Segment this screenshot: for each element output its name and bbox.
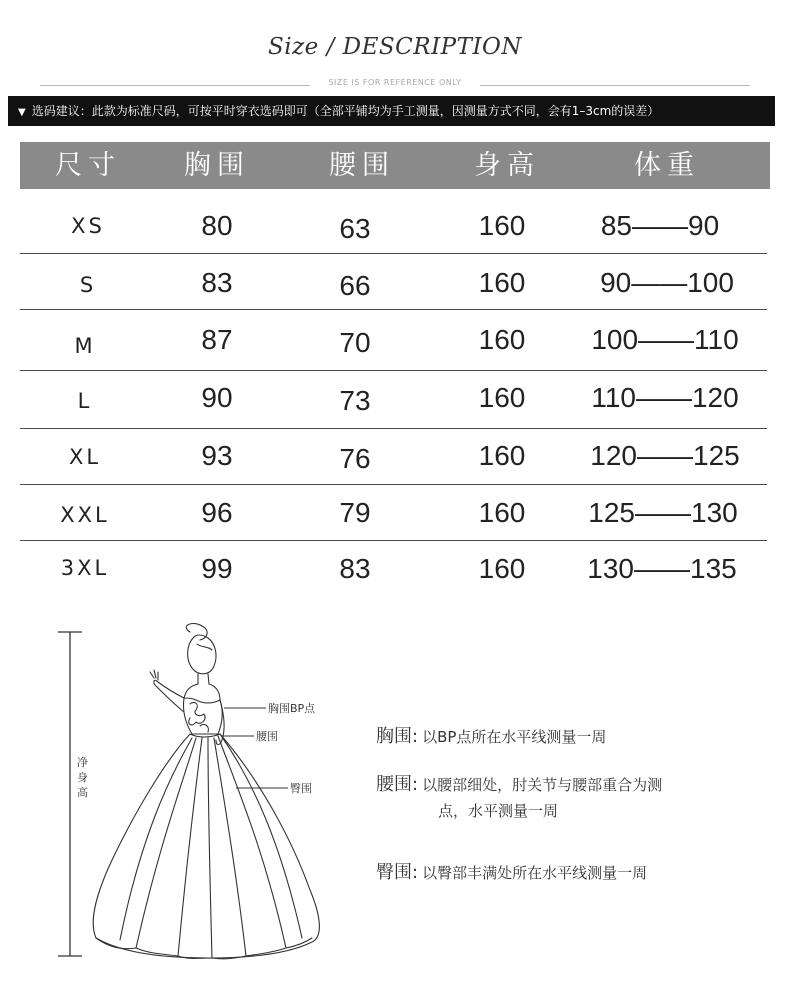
cell-weight: 125——130 (588, 497, 738, 528)
cell-waist: 79 (339, 497, 371, 528)
row-divider (20, 484, 767, 485)
cell-size: M (74, 334, 96, 358)
legend-text: 以BP点所在水平线测量一周 (422, 728, 607, 746)
cell-bust: 80 (201, 210, 233, 241)
page-title: Size / DESCRIPTION (267, 34, 523, 60)
legend-hip (376, 858, 647, 884)
measurement-diagram (40, 620, 370, 975)
legend-text: 以臀部丰满处所在水平线测量一周 (422, 864, 648, 882)
cell-bust: 90 (201, 382, 233, 413)
height-label (77, 755, 92, 799)
row-divider (20, 370, 767, 371)
cell-bust: 96 (201, 497, 233, 528)
cell-waist: 83 (339, 553, 371, 584)
cell-weight: 120——125 (590, 440, 740, 471)
cell-height: 160 (478, 497, 526, 528)
row-divider (20, 540, 767, 541)
cell-height: 160 (478, 382, 526, 413)
cell-waist: 66 (339, 270, 371, 301)
cell-bust: 93 (201, 440, 233, 471)
cell-height: 160 (478, 440, 526, 471)
subtitle: SIZE IS FOR REFERENCE ONLY (328, 78, 462, 87)
cell-size: XL (68, 445, 102, 469)
row-divider (20, 253, 767, 254)
table-header (20, 142, 770, 189)
cell-bust: 83 (201, 267, 233, 298)
sizing-notice-text: 选码建议：此款为标准尺码，可按平时穿衣选码即可（全部平铺均为手工测量，因测量方式不同，会有1–3cm的误差） (31, 104, 660, 118)
gown-sketch (40, 620, 370, 975)
cell-weight: 100——110 (591, 324, 739, 355)
header-size: 尺寸 (55, 150, 121, 181)
height-label-char: 身 (77, 771, 88, 784)
cell-waist: 63 (339, 213, 371, 244)
header-waist: 腰围 (329, 150, 395, 181)
cell-weight: 90——100 (600, 267, 734, 298)
row-divider (20, 309, 767, 310)
header-height: 身高 (474, 150, 540, 181)
cell-height: 160 (478, 210, 526, 241)
height-label-char: 净 (77, 756, 88, 769)
header-bust: 胸围 (184, 150, 250, 181)
gown-figure (93, 624, 319, 959)
cell-waist: 76 (339, 443, 371, 474)
legend-waist (376, 770, 662, 821)
cell-weight: 130——135 (587, 553, 737, 584)
cell-height: 160 (478, 324, 526, 355)
subtitle-divider (40, 78, 750, 92)
cell-size: L (77, 389, 93, 413)
height-label-char: 高 (77, 786, 88, 799)
legend-key: 臀围: (376, 862, 419, 883)
cell-size: S (79, 273, 97, 297)
cell-size: XS (71, 214, 105, 238)
cell-height: 160 (478, 267, 526, 298)
legend-bust (376, 722, 606, 748)
waist-callout: 腰围 (256, 730, 278, 743)
cell-waist: 70 (339, 327, 371, 358)
legend-text-continued: 点，水平测量一周 (438, 802, 559, 820)
hip-callout: 臀围 (290, 782, 312, 795)
row-divider (20, 428, 767, 429)
cell-waist: 73 (339, 385, 371, 416)
cell-bust: 87 (201, 324, 233, 355)
legend-text: 以腰部细处，肘关节与腰部重合为测 (422, 776, 663, 794)
cell-weight: 110——120 (591, 382, 739, 413)
cell-height: 160 (478, 553, 526, 584)
cell-size: 3XL (60, 556, 110, 580)
cell-size: XXL (60, 503, 110, 527)
triangle-down-icon: ▼ (18, 107, 26, 118)
bust-callout: 胸围BP点 (268, 702, 316, 715)
cell-bust: 99 (201, 553, 233, 584)
divider-right (480, 85, 750, 86)
legend-key: 胸围: (376, 726, 419, 747)
legend-key: 腰围: (376, 774, 419, 795)
sizing-notice-bar (8, 96, 775, 126)
cell-weight: 85——90 (600, 210, 720, 241)
header-weight: 体重 (634, 150, 700, 181)
